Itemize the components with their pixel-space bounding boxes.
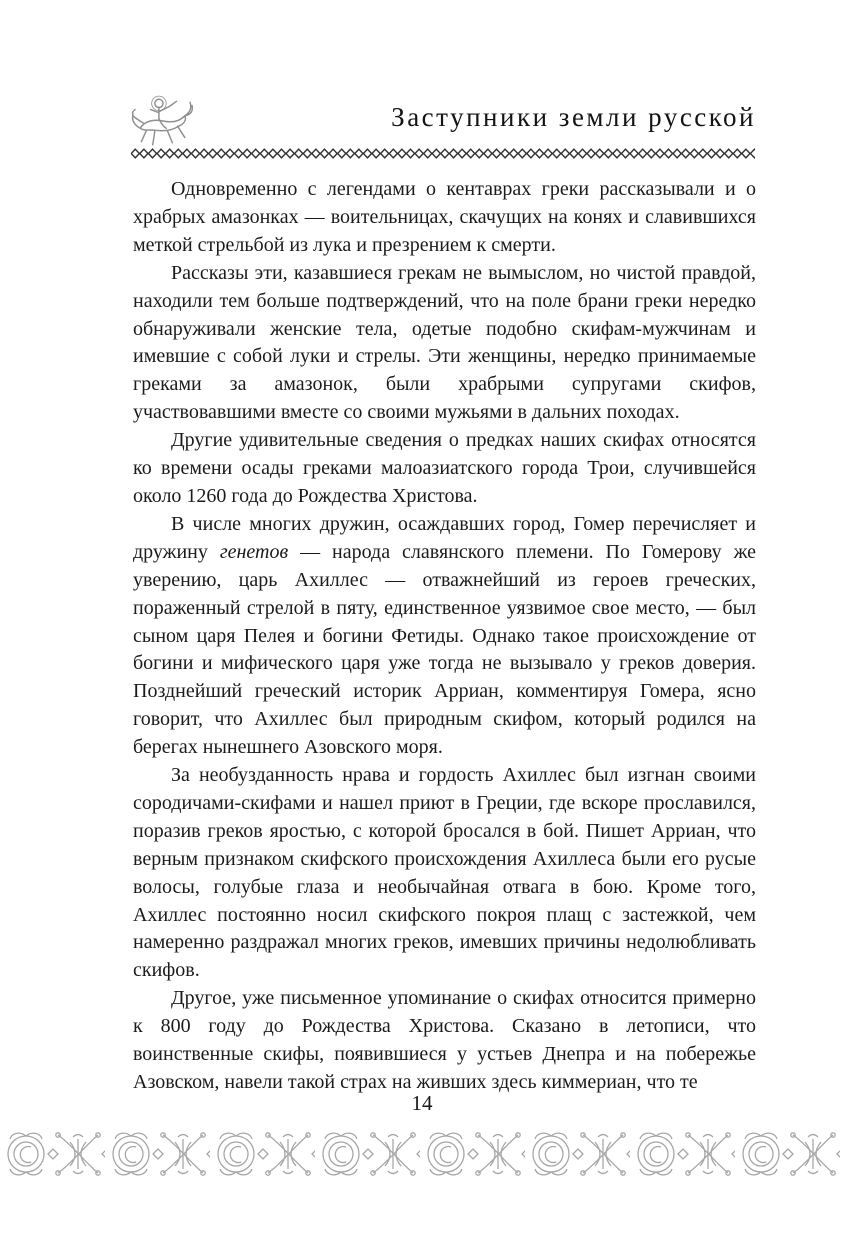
paragraph xyxy=(133,427,756,511)
italic-term: генетов xyxy=(219,540,289,563)
paragraph-text: В числе многих дружин, осаждавших город, Гомер перечисляет и дружину xyxy=(133,512,756,563)
paragraph xyxy=(133,985,756,1097)
paragraph xyxy=(133,176,756,260)
paragraph-text: За необузданность нрава и гордость Ахиллес был изгнан своими сородичами-скифами и нашел приют в Греции, где вскоре прославился, поразив греков яростью, с которой бросался в бой. Пишет Арриан, что верным признаком скифского происхождения Ахиллеса были его русые волосы, голубые глаза и необычайная отвага в бою. Кроме того, Ахиллес постоянно носил скифского покроя плащ с застежкой, чем намеренно раздражал многих греков, имевших причины недолюбливать скифов. xyxy=(133,764,756,982)
paragraph-text: Другое, уже письменное упоминание о скифах относится примерно к 800 году до Рождества Христова. Сказано в летописи, что воинственные скифы, появившиеся у устьев Днепра и на побережье Азовском, навели такой страх на живших здесь киммериан, что те xyxy=(133,987,756,1093)
horse-rider-icon xyxy=(126,92,196,150)
diamond-chain-divider-icon xyxy=(131,147,755,160)
paragraph xyxy=(133,511,756,762)
paragraph-text: Другие удивительные сведения о предках наших скифах относятся ко времени осады греками малоазиатского города Трои, случившейся около 1260 года до Рождества Христова. xyxy=(133,429,756,507)
paragraph-text: — народа славянского племени. По Гомерову же уверению, царь Ахиллес — отважнейший из героев греческих, пораженный стрелой в пяту, единственное уязвимое свое место, — был сыном царя Пелея и богини Фетиды. Однако такое происхождение от богини и мифического царя уже тогда не вызывало у греков доверия. Позднейший греческий историк Арриан, комментируя Гомера, ясно говорит, что Ахиллес был природным скифом, который родился на берегах нынешнего Азовского моря. xyxy=(133,540,757,759)
footer-ornament-band-icon xyxy=(0,1127,844,1181)
page-number: 14 xyxy=(411,1091,433,1115)
text-column xyxy=(133,176,756,1097)
paragraph-text: Рассказы эти, казавшиеся грекам не вымыслом, но чистой правдой, находили тем больше подтверждений, что на поле брани греки нередко обнаруживали женские тела, одетые подобно скифам-мужчинам и имевшие с собой луки и стрелы. Эти женщины, нередко принимаемые греками за амазонок, были храбрыми супругами скифов, участвовавшими вместе со своими мужьями в дальних походах. xyxy=(133,261,756,424)
page-title: Заступники земли русской xyxy=(391,102,756,132)
paragraph xyxy=(133,260,756,427)
paragraph-text: Одновременно с легендами о кентаврах греки рассказывали и о храбрых амазонках — воительницах, скачущих на конях и славившихся меткой стрельбой из лука и презрением к смерти. xyxy=(133,178,756,256)
paragraph xyxy=(133,762,756,985)
page-header xyxy=(0,0,844,170)
